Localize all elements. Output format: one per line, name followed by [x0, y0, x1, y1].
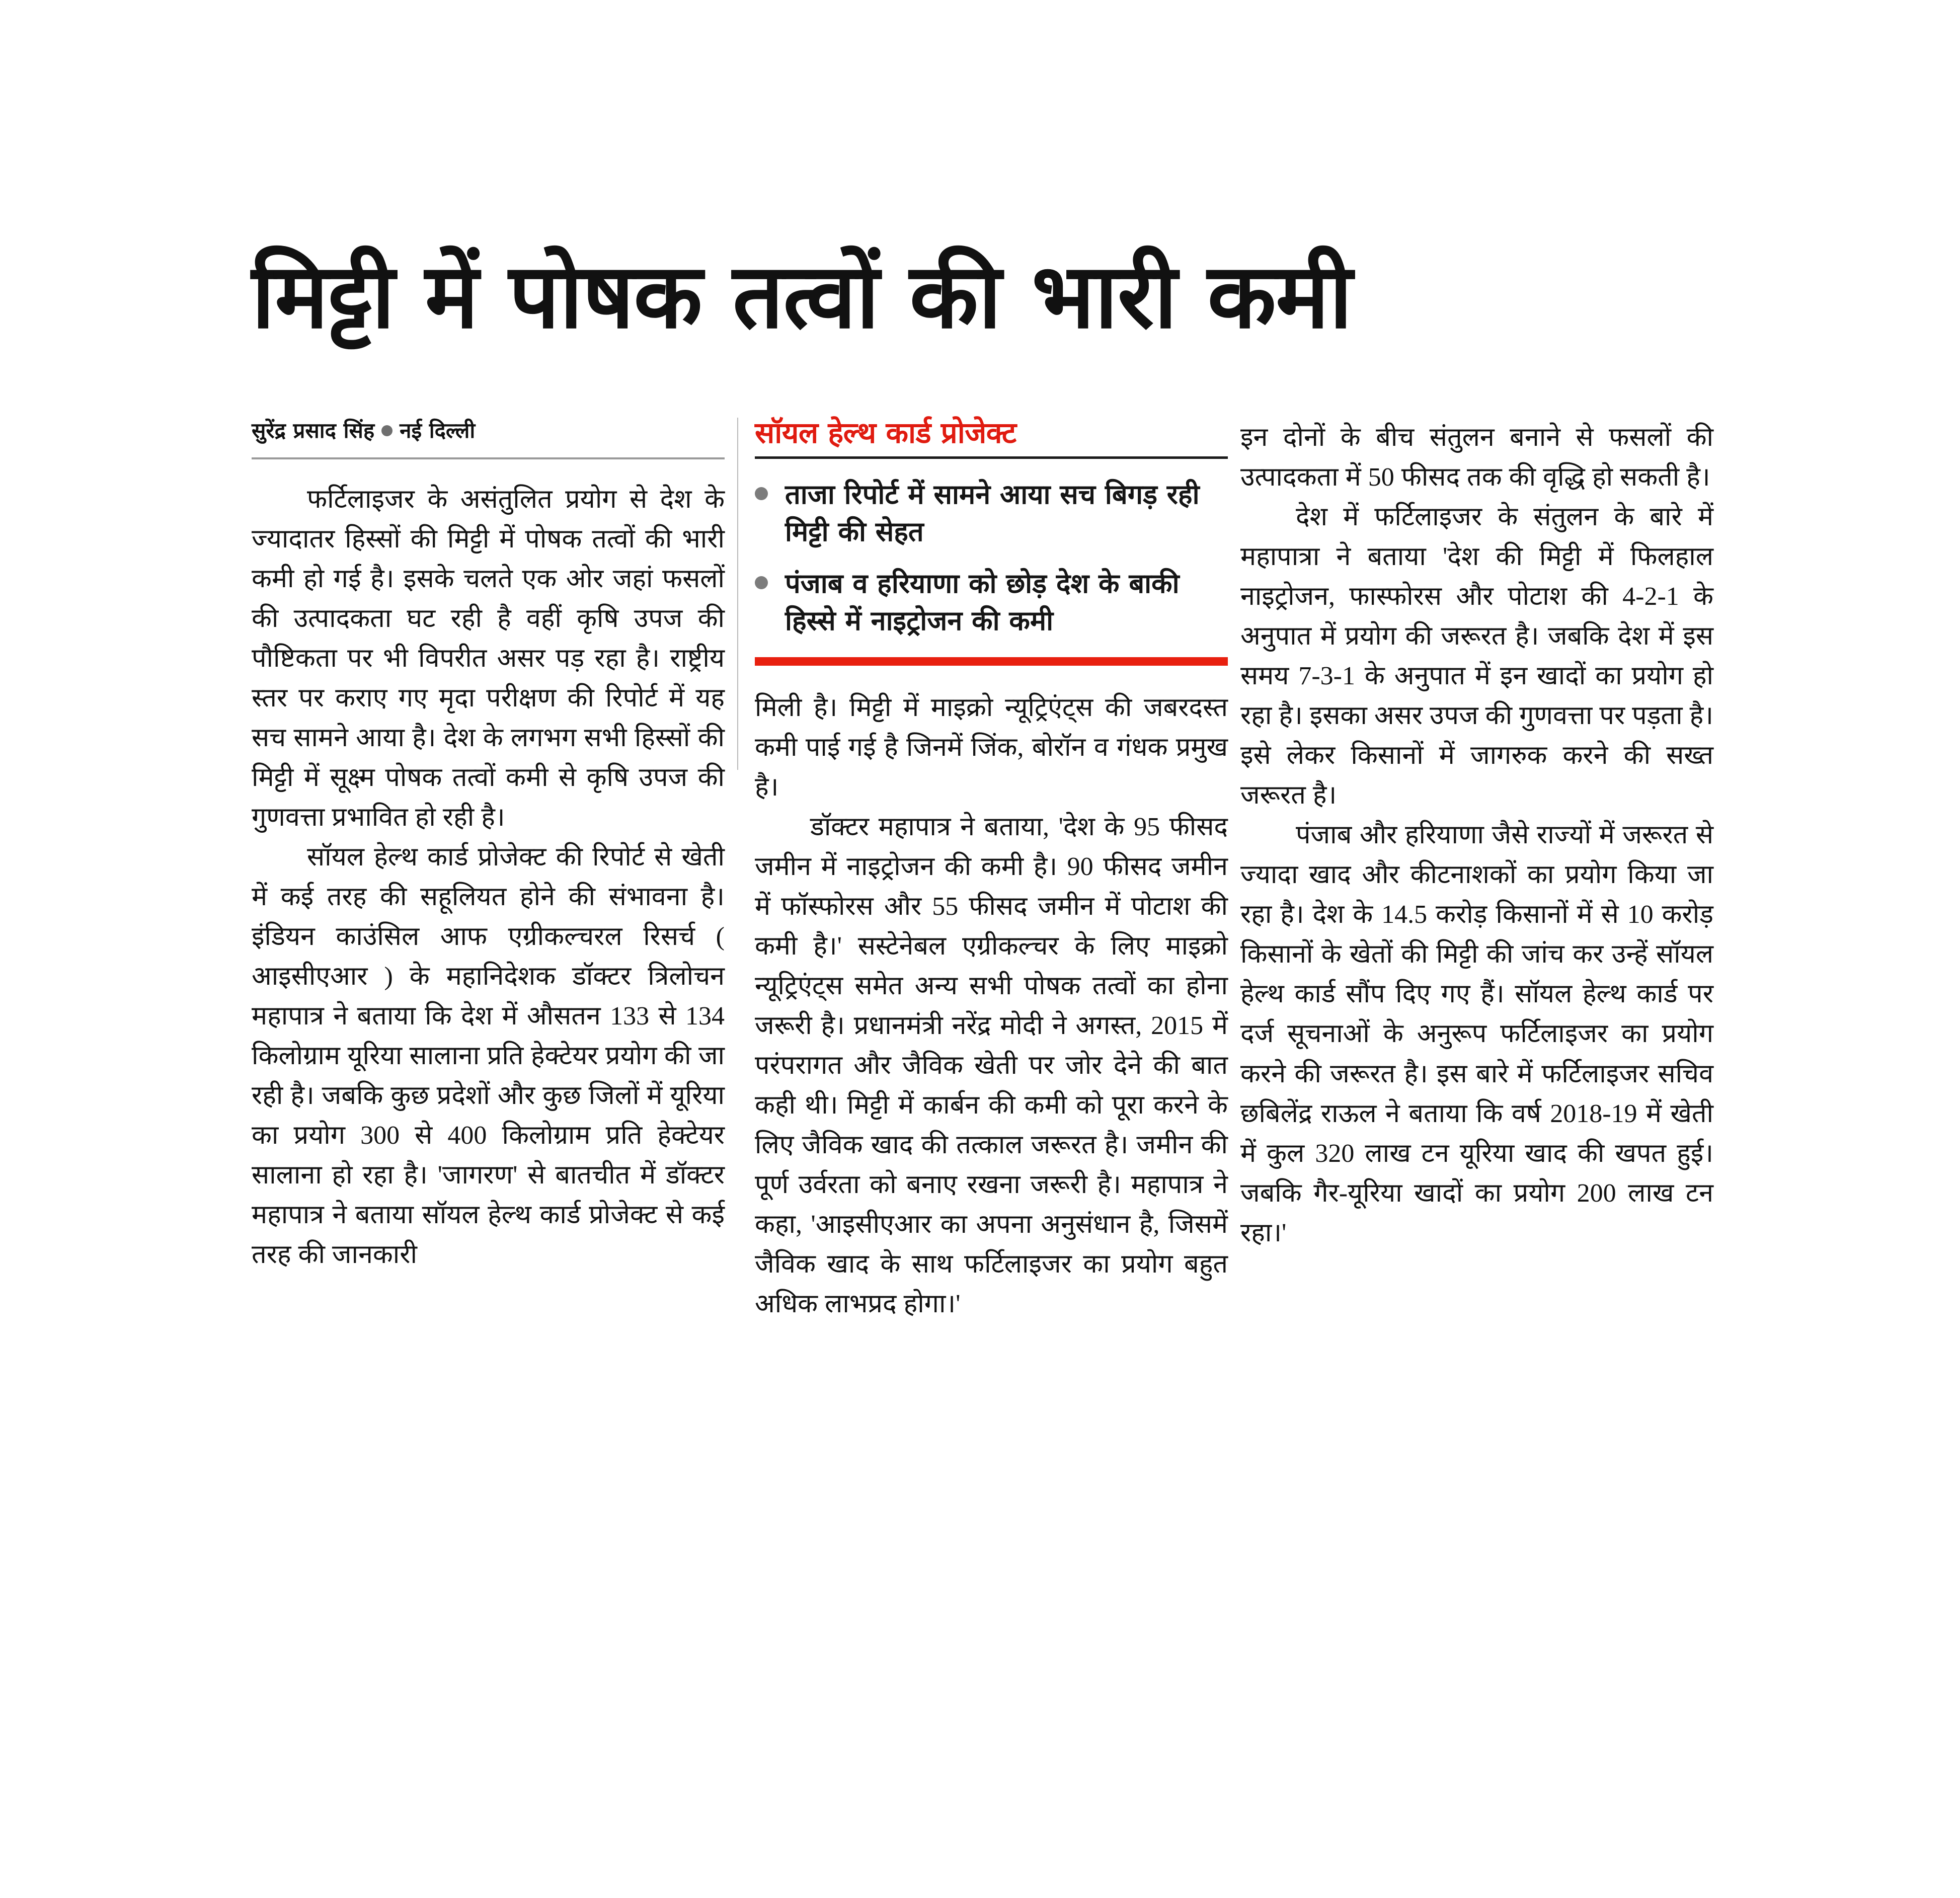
- headline-container: [252, 244, 1711, 348]
- page-title: मिट्टी में पोषक तत्वों की भारी कमी: [252, 244, 1352, 348]
- highlight-kicker-rule: [755, 456, 1228, 459]
- paragraph: फर्टिलाइजर के असंतुलित प्रयोग से देश के ज्यादातर हिस्सों की मिट्टी में पोषक तत्वों की भारी कमी हो गई है। इसके चलते एक ओर जहां फसलों की उत्पादकता घट रही है वहीं कृषि उपज की पौष्टिकता पर भी विपरीत असर पड़ रहा है। राष्ट्रीय स्तर पर कराए गए मृदा परीक्षण की रिपोर्ट में यह सच सामने आया है। देश के लगभग सभी हिस्सों की मिट्टी में सूक्ष्म पोषक तत्वों कमी से कृषि उपज की गुणवत्ता प्रभावित हो रही है।: [252, 485, 725, 832]
- paragraph: सॉयल हेल्थ कार्ड प्रोजेक्ट की रिपोर्ट से खेती में कई तरह की सहूलियत होने की संभावना है। इंडियन काउंसिल आफ एग्रीकल्चरल रिसर्च ( आइसीएआर ) के महानिदेशक डॉक्टर त्रिलोचन महापात्र ने बताया कि देश में औसतन 133 से 134 किलोग्राम यूरिया सालाना प्रति हेक्टेयर प्रयोग की जा रही है। जबकि कुछ प्रदेशों और कुछ जिलों में यूरिया का प्रयोग 300 से 400 किलोग्राम प्रति हेक्टेयर सालाना हो रहा है। 'जागरण' से बातचीत में डॉक्टर महापात्र ने बताया सॉयल हेल्थ कार्ड प्रोजेक्ट से कई तरह की जानकारी: [252, 842, 725, 1270]
- byline-separator-dot: [381, 425, 393, 436]
- highlight-bullet-list: [755, 476, 1228, 640]
- list-item: [755, 565, 1228, 640]
- column-1-body: [252, 480, 725, 1275]
- column-divider-1: [737, 418, 738, 770]
- column-2-body: [755, 688, 1228, 1324]
- paragraph: इन दोनों के बीच संतुलन बनाने से फसलों की उत्पादकता में 50 फीसद तक की वृद्धि हो सकती है।: [1240, 423, 1713, 492]
- highlight-kicker: सॉयल हेल्थ कार्ड प्रोजेक्ट: [755, 416, 1016, 450]
- article-columns: [252, 418, 1713, 1706]
- list-item-label: ताजा रिपोर्ट में सामने आया सच बिगड़ रही मिट्टी की सेहत: [785, 478, 1200, 548]
- article-column-3: [1240, 418, 1713, 1253]
- article-column-2: [755, 418, 1228, 1324]
- article-column-1: [252, 418, 725, 1275]
- paragraph: डॉक्टर महापात्र ने बताया, 'देश के 95 फीसद जमीन में नाइट्रोजन की कमी है। 90 फीसद जमीन में फॉस्फोरस और 55 फीसद जमीन में पोटाश की कमी है।' सस्टेनेबल एग्रीकल्चर के लिए माइक्रो न्यूट्रिएंट्स समेत अन्य सभी पोषक तत्वों का होना जरूरी है। प्रधानमंत्री नरेंद्र मोदी ने अगस्त, 2015 में परंपरागत और जैविक खेती पर जोर देने की बात कही थी। मिट्टी में कार्बन की कमी को पूरा करने के लिए जैविक खाद की तत्काल जरूरत है। जमीन की पूर्ण उर्वरता को बनाए रखना जरूरी है। महापात्र ने कहा, 'आइसीएआर का अपना अनुसंधान है, जिसमें जैविक खाद के साथ फर्टिलाइजर का प्रयोग बहुत अधिक लाभप्रद होगा।': [755, 813, 1228, 1319]
- byline-author: सुरेंद्र प्रसाद सिंह: [252, 418, 375, 443]
- column-3-body: [1240, 418, 1713, 1253]
- byline-rule: [252, 457, 725, 459]
- highlight-box: [755, 418, 1228, 666]
- paragraph: देश में फर्टिलाइजर के संतुलन के बारे में महापात्रा ने बताया 'देश की मिट्टी में फिलहाल नाइट्रोजन, फास्फोरस और पोटाश की 4-2-1 के अनुपात में प्रयोग की जरूरत है। जबकि देश में इस समय 7-3-1 के अनुपात में इन खादों का प्रयोग हो रहा है। इसका असर उपज की गुणवत्ता पर पड़ता है। इसे लेकर किसानों में जागरुक करने की सख्त जरूरत है।: [1240, 503, 1713, 810]
- bullet-icon: [755, 487, 768, 500]
- paragraph: मिली है। मिट्टी में माइक्रो न्यूट्रिएंट्स की जबरदस्त कमी पाई गई है जिनमें जिंक, बोरॉन व गंधक प्रमुख है।: [755, 693, 1228, 802]
- byline: [252, 418, 725, 444]
- byline-location: नई दिल्ली: [400, 418, 476, 443]
- list-item-label: पंजाब व हरियाणा को छोड़ देश के बाकी हिस्से में नाइट्रोजन की कमी: [785, 567, 1180, 637]
- list-item: [755, 476, 1228, 551]
- paragraph: पंजाब और हरियाणा जैसे राज्यों में जरूरत से ज्यादा खाद और कीटनाशकों का प्रयोग किया जा रहा है। देश के 14.5 करोड़ किसानों में से 10 करोड़ किसानों के खेतों की मिट्टी की जांच कर उन्हें सॉयल हेल्थ कार्ड सौंप दिए गए हैं। सॉयल हेल्थ कार्ड पर दर्ज सूचनाओं के अनुरूप फर्टिलाइजर का प्रयोग करने की जरूरत है। इस बारे में फर्टिलाइजर सचिव छबिलेंद्र राऊल ने बताया कि वर्ष 2018-19 में खेती में कुल 320 लाख टन यूरिया खाद की खपत हुई। जबकि गैर-यूरिया खादों का प्रयोग 200 लाख टन रहा।': [1240, 821, 1713, 1247]
- bullet-icon: [755, 576, 768, 589]
- highlight-red-rule: [755, 657, 1228, 666]
